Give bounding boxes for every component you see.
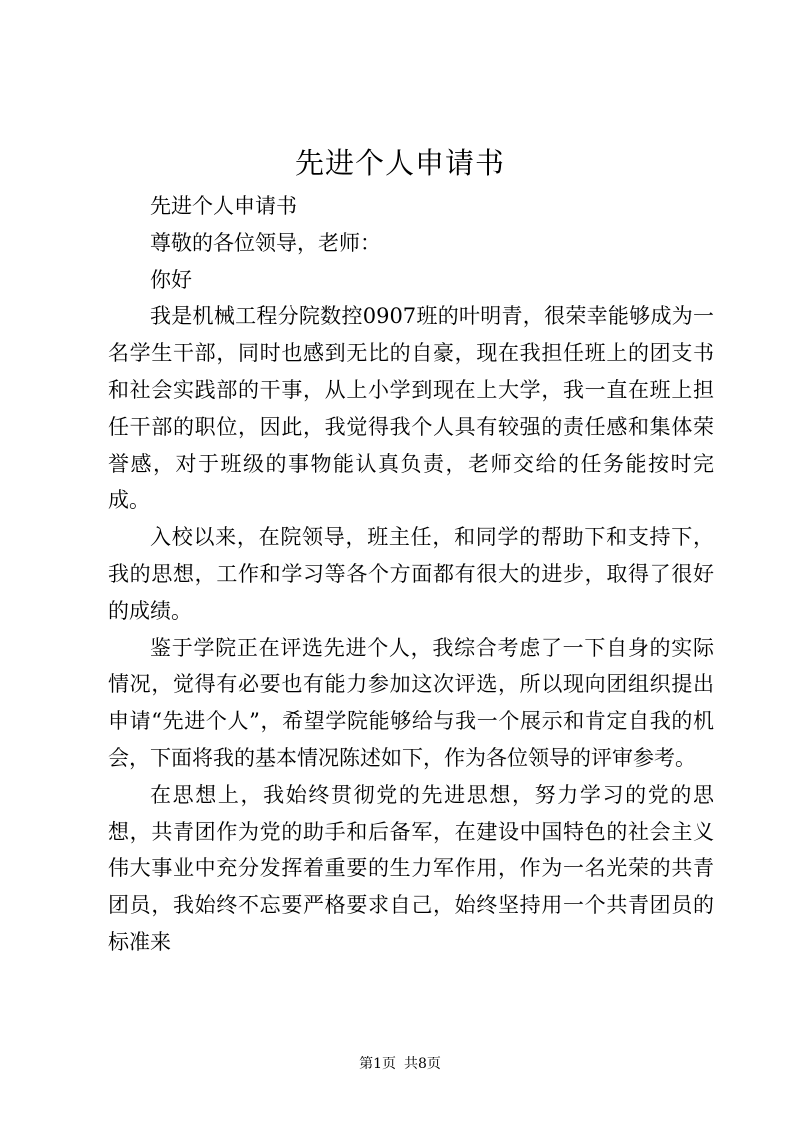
greeting: 你好 <box>150 267 192 292</box>
paragraph-application: 鉴于学院正在评选先进个人，我综合考虑了一下自身的实际情况，觉得有必要也有能力参加这次评选，所以现向团组织提出申请“先进个人”，希望学院能够给与我一个展示和肯定自我的机会，下面将我的基本情况陈述如下，作为各位领导的评审参考。 <box>108 635 714 770</box>
paragraph-progress: 入校以来，在院领导，班主任，和同学的帮助下和支持下，我的思想，工作和学习等各个方面都有很大的进步，取得了很好的成绩。 <box>108 525 714 623</box>
page-number: 第1页 <box>359 1056 396 1072</box>
paragraph-introduction: 我是机械工程分院数控0907班的叶明青，很荣幸能够成为一名学生干部，同时也感到无比的自豪，现在我担任班上的团支书和社会实践部的干事，从上小学到现在上大学，我一直在班上担任干部的职位，因此，我觉得我个人具有较强的责任感和集体荣誉感，对于班级的事物能认真负责，老师交给的任务能按时完成。 <box>108 304 714 513</box>
salutation: 尊敬的各位领导，老师： <box>150 230 381 255</box>
document-title: 先进个人申请书 <box>294 146 505 180</box>
body-heading: 先进个人申请书 <box>150 194 297 218</box>
page-footer <box>0 1054 800 1074</box>
paragraph-ideology: 在思想上，我始终贯彻党的先进思想，努力学习的党的思想，共青团作为党的助手和后备军，在建设中国特色的社会主义伟大事业中充分发挥着重要的生力军作用，作为一名光荣的共青团员，我始终不忘要严格要求自己，始终坚持用一个共青团员的标准来 <box>108 782 714 954</box>
page-total: 共8页 <box>404 1056 441 1072</box>
document-body <box>108 188 714 961</box>
